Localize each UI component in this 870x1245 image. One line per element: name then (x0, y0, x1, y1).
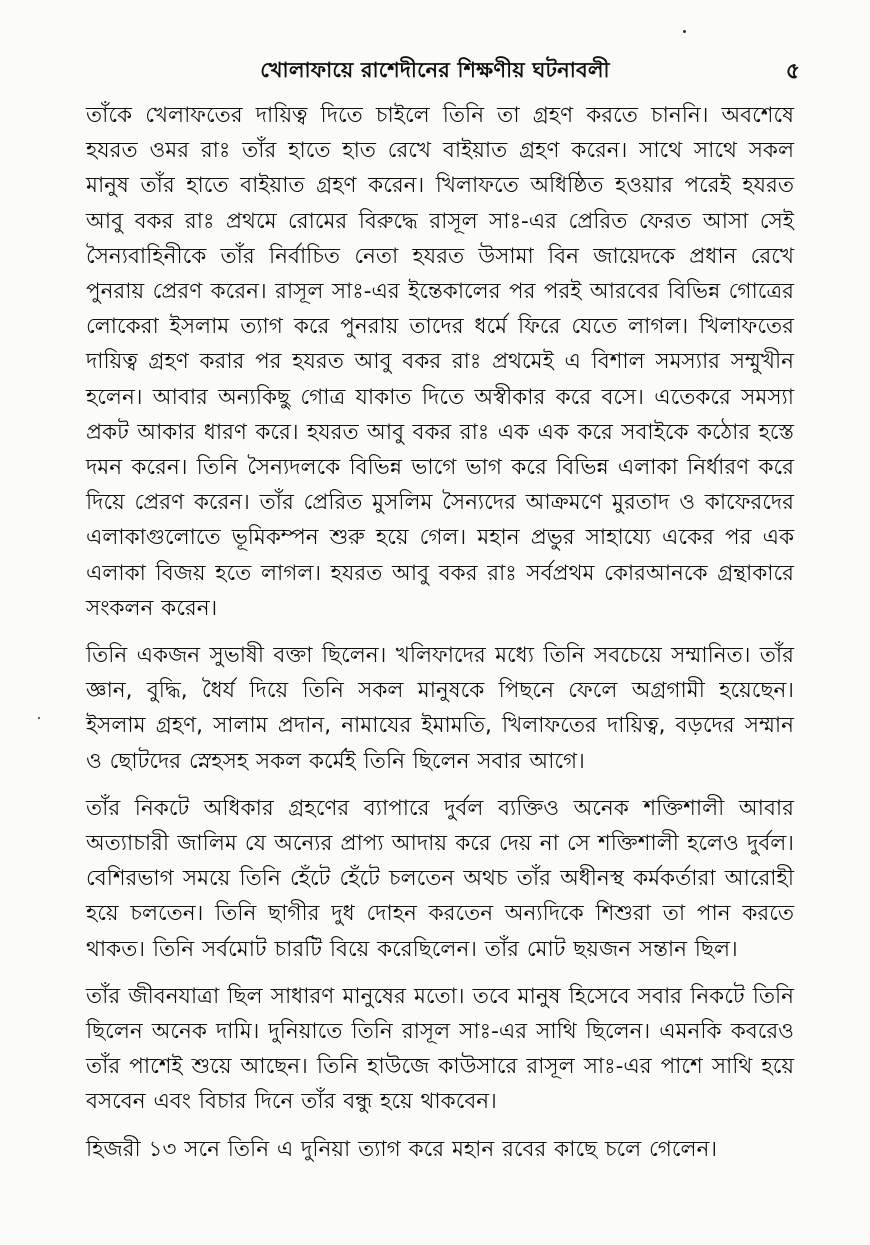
running-title: খোলাফায়ে রাশেদীনের শিক্ষণীয় ঘটনাবলী (260, 58, 610, 82)
paragraph-4: তাঁর জীবনযাত্রা ছিল সাধারণ মানুষের মতো। তবে মানুষ হিসেবে সবার নিকটে তিনি ছিলেন অনেক দামি। দুনিয়াতে তিনি রাসূল সাঃ-এর সাথি ছিলেন। এমনকি কবরেও তাঁর পাশেই শুয়ে আছেন। তিনি হাউজে কাউসারে রাসূল সাঃ-এর পাশে সাথি হয়ে বসবেন এবং বিচার দিনে তাঁর বন্ধু হয়ে থাকবেন। (86, 983, 794, 1115)
page-number: ৫ (785, 59, 800, 84)
paragraph-1: তাঁকে খেলাফতের দায়িত্ব দিতে চাইলে তিনি তা গ্রহণ করতে চাননি। অবশেষে হযরত ওমর রাঃ তাঁর হাতে হাত রেখে বাইয়াত গ্রহণ করেন। সাথে সাথে সকল মানুষ তাঁর হাতে বাইয়াত গ্রহণ করেন। খিলাফতে অধিষ্ঠিত হওয়ার পরেই হযরত আবু বকর রাঃ প্রথমে রোমের বিরুদ্ধে রাসূল সাঃ-এর প্রেরিত ফেরত আসা সেই সৈন্যবাহিনীকে তাঁর নির্বাচিত নেতা হযরত উসামা বিন জায়েদকে প্রধান রেখে পুনরায় প্রেরণ করেন। রাসূল সাঃ-এর ইন্তেকালের পর পরই আরবের বিভিন্ন গোত্রের লোকেরা ইসলাম ত্যাগ করে পুনরায় তাদের ধর্মে ফিরে যেতে লাগল। খিলাফতের দায়িত্ব গ্রহণ করার পর হযরত আবু বকর রাঃ প্রথমেই এ বিশাল সমস্যার সম্মুখীন হলেন। আবার অন্যকিছু গোত্র যাকাত দিতে অস্বীকার করে বসে। এতেকরে সমস্যা প্রকট আকার ধারণ করে। হযরত আবু বকর রাঃ এক এক করে সবাইকে কঠোর হস্তে দমন করেন। তিনি সৈন্যদলকে বিভিন্ন ভাগে ভাগ করে বিভিন্ন এলাকা নির্ধারণ করে দিয়ে প্রেরণ করেন। তাঁর প্রেরিত মুসলিম সৈন্যদের আক্রমণে মুরতাদ ও কাফেরদের এলাকাগুলোতে ভূমিকম্পন শুরু হয়ে গেল। মহান প্রভুর সাহায্যে একের পর এক এলাকা বিজয় হতে লাগল। হযরত আবু বকর রাঃ সর্বপ্রথম কোরআনকে গ্রন্থাকারে সংকলন করেন। (86, 103, 794, 621)
paragraph-3: তাঁর নিকটে অধিকার গ্রহণের ব্যাপারে দুর্বল ব্যক্তিও অনেক শক্তিশালী আবার অত্যাচারী জালিম যে অন্যের প্রাপ্য আদায় করে দেয় না সে শক্তিশালী হলেও দুর্বল। বেশিরভাগ সময়ে তিনি হেঁটে হেঁটে চলতেন অথচ তাঁর অধীনস্থ কর্মকর্তারা আরোহী হয়ে চলতেন। তিনি ছাগীর দুধ দোহন করতেন অন্যদিকে শিশুরা তা পান করতে থাকত। তিনি সর্বমোট চারটি বিয়ে করেছিলেন। তাঁর মোট ছয়জন সন্তান ছিল। (86, 795, 794, 962)
print-speck (38, 717, 40, 719)
paragraph-2: তিনি একজন সুভাষী বক্তা ছিলেন। খলিফাদের মধ্যে তিনি সবচেয়ে সম্মানিত। তাঁর জ্ঞান, বুদ্ধি, ধৈর্য দিয়ে তিনি সকল মানুষকে পিছনে ফেলে অগ্রগামী হয়েছেন। ইসলাম গ্রহণ, সালাম প্রদান, নামাযের ইমামতি, খিলাফতের দায়িত্ব, বড়দের সম্মান ও ছোটদের স্নেহসহ সকল কর্মেই তিনি ছিলেন সবার আগে। (86, 643, 794, 774)
page-header (0, 54, 870, 94)
paragraph-5: হিজরী ১৩ সনে তিনি এ দুনিয়া ত্যাগ করে মহান রবের কাছে চলে গেলেন। (86, 1136, 718, 1162)
page-body (86, 98, 794, 1179)
print-speck (683, 30, 686, 33)
